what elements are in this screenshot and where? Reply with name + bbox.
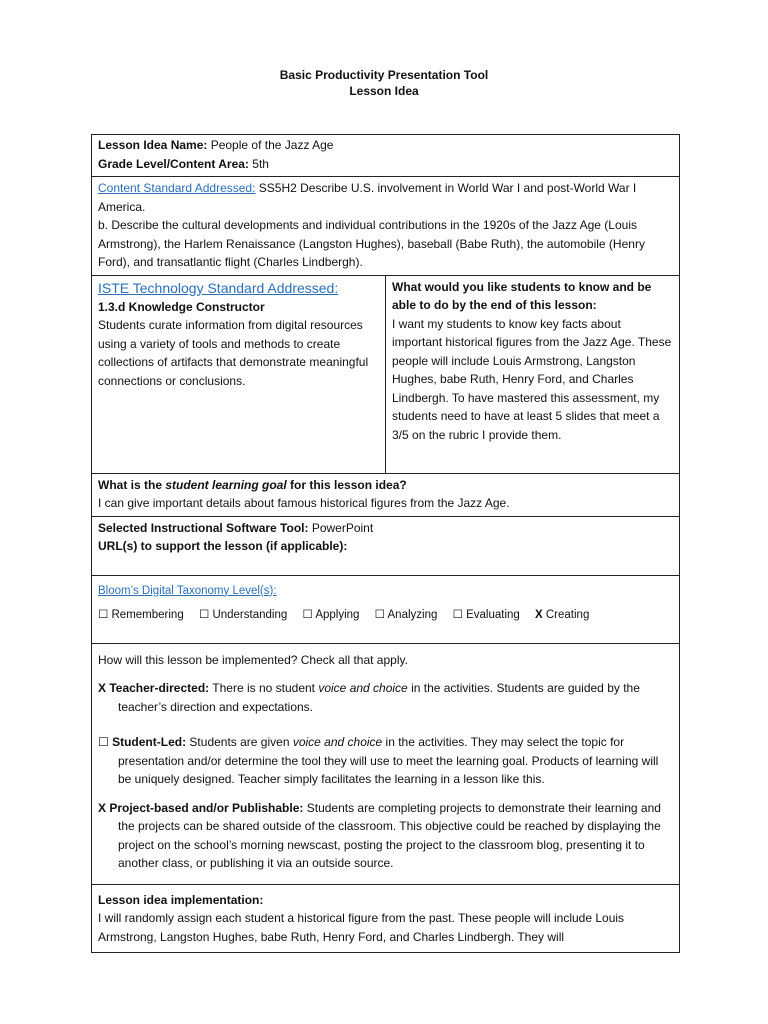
student-led-text-post: in the activities. They may select the topic for presentation and/or determine the tool they will use to meet the learning goal. Products of learning will be uniquely designed. Teacher simply facilitates the learning in a lesson like this. xyxy=(118,735,659,786)
implementation-cell xyxy=(92,643,680,884)
lesson-implementation-row xyxy=(92,884,680,952)
student-led-option[interactable] xyxy=(98,733,673,789)
student-led-text-italic: voice and choice xyxy=(292,735,383,749)
teacher-directed-text-post: in the activities. Students are guided by the teacher’s direction and expectations. xyxy=(118,681,640,714)
grade-level-value: 5th xyxy=(248,156,269,171)
lesson-info-row xyxy=(92,135,680,177)
blooms-options xyxy=(98,606,673,625)
teacher-directed-option[interactable] xyxy=(98,679,673,716)
blooms-option-remembering[interactable]: ☐ Remembering xyxy=(98,609,184,621)
blooms-cell xyxy=(92,575,680,643)
software-line xyxy=(98,519,673,538)
learning-goal-q-suffix: for this lesson idea? xyxy=(286,477,407,492)
blooms-selected-mark: X xyxy=(535,609,543,621)
teacher-directed-label: Teacher-directed: xyxy=(109,681,210,695)
project-based-label: Project-based and/or Publishable: xyxy=(109,800,304,815)
iste-code: 1.3.d Knowledge Constructor xyxy=(98,299,265,314)
blooms-selected-label: Creating xyxy=(542,609,590,621)
content-standard-text1: SS5H2 Describe U.S. involvement in World War I and post-World War I America. xyxy=(98,181,637,214)
blooms-option-creating[interactable] xyxy=(535,609,589,621)
lesson-info-cell xyxy=(92,135,680,177)
learning-goal-row xyxy=(92,473,680,516)
iste-objective-row xyxy=(92,275,680,473)
software-label: Selected Instructional Software Tool: xyxy=(98,520,309,535)
software-cell xyxy=(92,516,680,575)
lesson-name-line xyxy=(98,136,673,155)
content-standard-heading: Content Standard Addressed: xyxy=(98,181,256,195)
teacher-directed-text-pre: There is no student xyxy=(209,681,319,695)
software-value: PowerPoint xyxy=(308,520,374,535)
document-title: Basic Productivity Presentation Tool xyxy=(279,68,489,82)
content-standard-line1 xyxy=(98,179,673,216)
objective-question: What would you like students to know and be able to do by the end of this lesson: xyxy=(392,279,652,312)
project-based-mark: X xyxy=(98,800,110,815)
lesson-name-label: Lesson Idea Name: xyxy=(98,138,208,152)
lesson-implementation-cell xyxy=(92,884,680,952)
project-based-option[interactable] xyxy=(98,799,673,873)
grade-level-label: Grade Level/Content Area: xyxy=(98,156,249,171)
content-standard-cell xyxy=(92,177,680,276)
objective-answer: I want my students to know key facts about important historical figures from the Jazz Age. These people will include Louis Armstrong, Langston Hughes, babe Ruth, Henry Ford, and Charles Lindbergh. To have mastered this assessment, my students need to have at least 5 slides that meet a 3/5 on the rubric I provide them. xyxy=(392,316,672,442)
teacher-directed-text-italic: voice and choice xyxy=(318,681,408,695)
implementation-question: How will this lesson be implemented? Check all that apply. xyxy=(98,652,408,667)
lesson-implementation-text: I will randomly assign each student a historical figure from the past. These people will include Louis Armstrong, Langston Hughes, babe Ruth, Henry Ford, and Charles Lindbergh. They will xyxy=(98,911,625,944)
software-row xyxy=(92,516,680,575)
iste-description: Students curate information from digital resources using a variety of tools and methods to create collections of artifacts that demonstrate meaningful connections or conclusions. xyxy=(98,318,369,388)
blooms-option-applying[interactable]: ☐ Applying xyxy=(302,609,360,621)
implementation-row xyxy=(92,643,680,884)
student-led-label: Student-Led: xyxy=(112,735,187,749)
blooms-heading: Bloom’s Digital Taxonomy Level(s): xyxy=(98,584,277,597)
content-standard-row xyxy=(92,177,680,276)
blooms-row xyxy=(92,575,680,643)
learning-goal-question xyxy=(98,476,673,495)
url-label: URL(s) to support the lesson (if applicable): xyxy=(98,539,348,553)
objective-cell xyxy=(386,275,680,473)
lesson-plan-table xyxy=(91,134,680,953)
learning-goal-q-italic: student learning goal xyxy=(165,477,287,492)
student-led-text-pre: Students are given xyxy=(186,735,293,749)
learning-goal-q-prefix: What is the xyxy=(98,477,166,492)
grade-level-line xyxy=(98,155,673,174)
learning-goal-answer: I can give important details about famous historical figures from the Jazz Age. xyxy=(98,496,510,510)
learning-goal-cell xyxy=(92,473,680,516)
student-led-checkbox: ☐ xyxy=(98,735,113,749)
iste-cell xyxy=(92,275,386,473)
blooms-option-analyzing[interactable]: ☐ Analyzing xyxy=(374,609,438,621)
content-standard-text2: b. Describe the cultural developments and individual contributions in the 1920s of the Jazz Age (Louis Armstrong), the Harlem Renaissance (Langston Hughes), baseball (Babe Ruth), the automobile (Henry Ford), and transatlantic flight (Charles Lindbergh). xyxy=(98,218,645,269)
lesson-implementation-heading: Lesson idea implementation: xyxy=(98,892,264,907)
teacher-directed-mark: X xyxy=(98,681,110,695)
blooms-option-evaluating[interactable]: ☐ Evaluating xyxy=(452,609,520,621)
document-subtitle: Lesson Idea xyxy=(349,84,419,98)
blooms-option-understanding[interactable]: ☐ Understanding xyxy=(198,609,288,621)
project-based-text: Students are completing projects to demonstrate their learning and the projects can be shared outside of the classroom. This objective could be reached by displaying the project on the school’s morning newscast, posting the project to the classroom blog, presenting it to another class, or publishing it via an outside source. xyxy=(118,800,661,870)
lesson-name-value: People of the Jazz Age xyxy=(207,138,334,152)
iste-heading: ISTE Technology Standard Addressed: xyxy=(98,279,339,296)
